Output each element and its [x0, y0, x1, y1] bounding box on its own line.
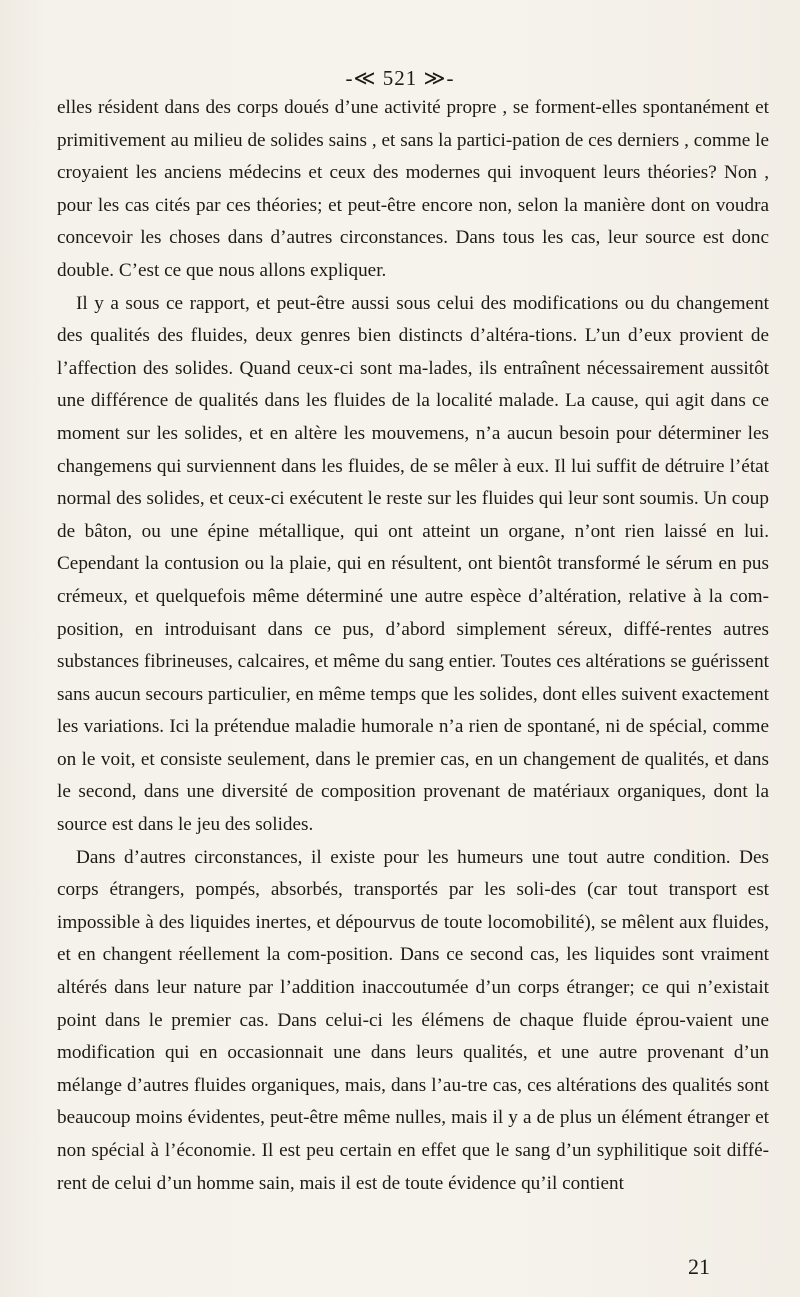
body-text	[57, 92, 769, 1200]
page-number: -≪ 521 ≫-	[345, 66, 455, 90]
paragraph: Il y a sous ce rapport, et peut-être aussi sous celui des modifications ou du changement des qualités des fluides, deux genres bien distincts d’altéra-tions. L’un d’eux provient de l’affection des solides. Quand ceux-ci sont ma-lades, ils entraînent nécessairement aussitôt une différence de qualités dans les fluides de la localité malade. La cause, qui agit dans ce moment sur les solides, et en altère les mouvemens, n’a aucun besoin pour déterminer les changemens qui surviennent dans les fluides, de se mêler à eux. Il lui suffit de détruire l’état normal des solides, et ceux-ci exécutent le reste sur les fluides qui leur sont soumis. Un coup de bâton, ou une épine métallique, qui ont atteint un organe, n’ont rien laissé en lui. Cependant la contusion ou la plaie, qui en résultent, ont bientôt transformé le sérum en pus crémeux, et quelquefois même déterminé une autre espèce d’altération, relative à la com-position, en introduisant dans ce pus, d’abord simplement séreux, diffé-rentes autres substances fibrineuses, calcaires, et même du sang entier. Toutes ces altérations se guérissent sans aucun secours particulier, en même temps que les solides, dont elles suivent exactement les variations. Ici la prétendue maladie humorale n’a rien de spontané, ni de spécial, comme on le voit, et consiste seulement, dans le premier cas, en un changement de qualités, et dans le second, dans une diversité de composition provenant de matériaux organiques, dont la source est dans le jeu des solides.	[57, 292, 769, 836]
paragraph: elles résident dans des corps doués d’une activité propre , se forment-elles spontanément et primitivement au milieu de solides sains , et sans la partici-pation de ces derniers , comme le croyaient les anciens médecins et ceux des modernes qui invoquent leurs théories? Non , pour les cas cités par ces théories; et peut-être encore non, selon la manière dont on voudra concevoir les choses dans d’autres circonstances. Dans tous les cas, leur source est donc double. C’est ce que nous allons expliquer.	[57, 97, 769, 281]
signature-mark: 21	[688, 1254, 710, 1279]
paragraph: Dans d’autres circonstances, il existe pour les humeurs une tout autre condition. Des corps étrangers, pompés, absorbés, transportés par les soli-des (car tout transport est impossible à des liquides inertes, et dépourvus de toute locomobilité), se mêlent aux fluides, et en changent réellement la com-position. Dans ce second cas, les liquides sont vraiment altérés dans leur nature par l’addition inaccoutumée d’un corps étranger; ce qui n’existait point dans le premier cas. Dans celui-ci les élémens de chaque fluide éprou-vaient une modification qui en occasionnait une dans leurs qualités, et une autre provenant d’un mélange d’autres fluides organiques, mais, dans l’au-tre cas, ces altérations des qualités sont beaucoup moins évidentes, peut-être même nulles, mais il y a de plus un élément étranger et non spécial à l’économie. Il est peu certain en effet que le sang d’un syphilitique soit diffé-rent de celui d’un homme sain, mais il est de toute évidence qu’il contient	[57, 846, 769, 1194]
